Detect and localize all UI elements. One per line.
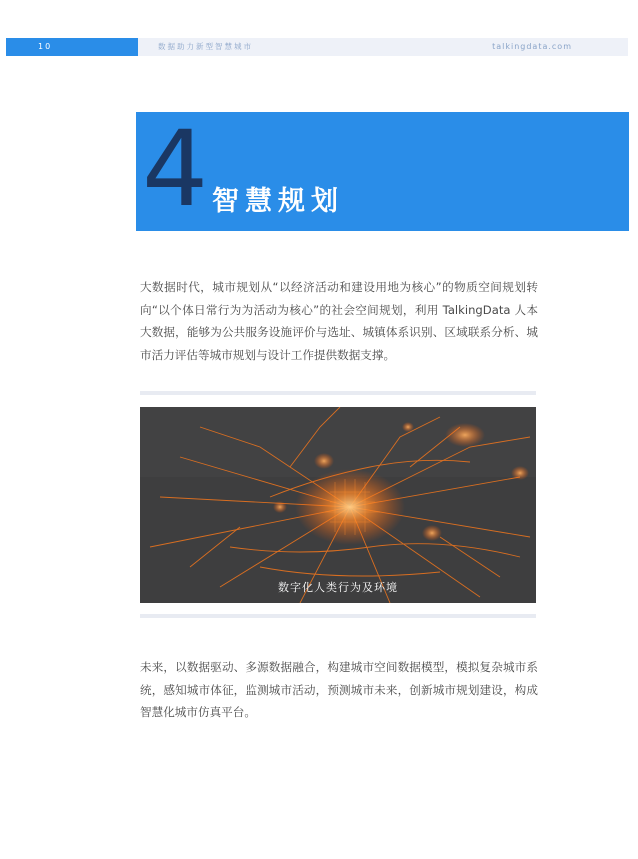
chapter-number: 4 bbox=[142, 108, 209, 230]
map-caption: 数字化人类行为及环境 bbox=[278, 581, 398, 594]
city-activity-map bbox=[140, 407, 536, 603]
future-paragraph: 未来，以数据驱动、多源数据融合，构建城市空间数据模型，模拟复杂城市系统，感知城市体征，监测城市活动，预测城市未来，创新城市规划建设，构成智慧化城市仿真平台。 bbox=[140, 660, 538, 719]
chapter-banner bbox=[136, 108, 629, 231]
site-url: talkingdata.com bbox=[492, 42, 572, 51]
document-title: 数据助力新型智慧城市 bbox=[158, 42, 253, 51]
page-number: 10 bbox=[6, 38, 138, 56]
header-bar bbox=[6, 38, 628, 56]
map-graphic bbox=[140, 407, 536, 603]
chapter-title: 智慧规划 bbox=[212, 186, 344, 217]
divider bbox=[140, 391, 536, 395]
divider bbox=[140, 614, 536, 618]
intro-paragraph: 大数据时代，城市规划从“以经济活动和建设用地为核心”的物质空间规划转向“以个体日常行为为活动为核心”的社会空间规划，利用 TalkingData 人本大数据，能够为公共服务设施评价与选址、城镇体系识别、区域联系分析、城市活力评估等城市规划与设计工作提供数据支撑。 bbox=[140, 280, 538, 362]
